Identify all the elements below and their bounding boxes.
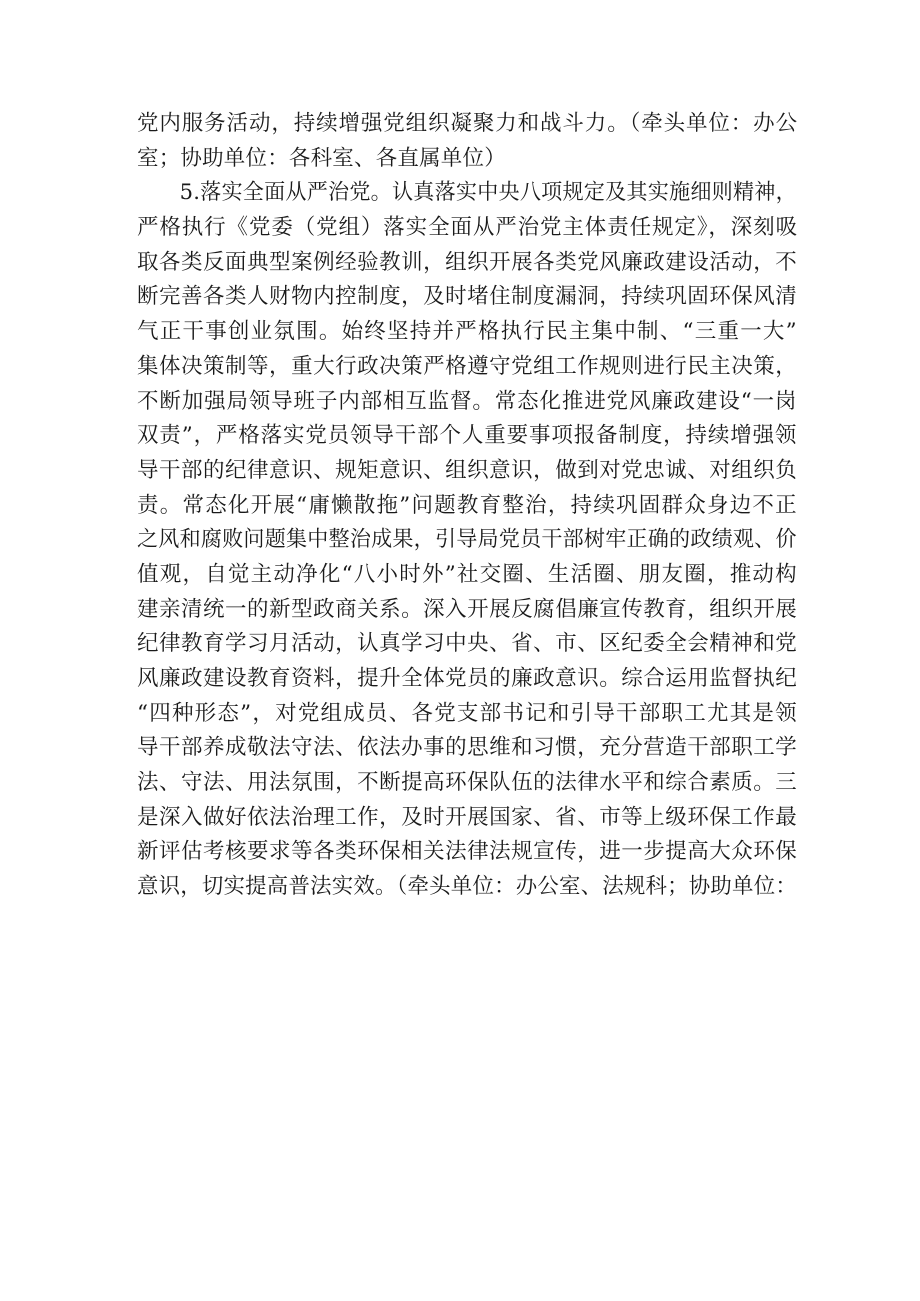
text-line: 严格执行《党委（党组）落实全面从严治党主体责任规定》，深刻吸 [137, 215, 798, 241]
text-line: 法、守法、用法氛围，不断提高环保队伍的法律水平和综合素质。三 [137, 770, 798, 796]
text-line: 是深入做好依法治理工作，及时开展国家、省、市等上级环保工作最 [137, 804, 798, 830]
text-line: 意识，切实提高普法实效。（牵头单位：办公室、法规科；协助单位： [137, 874, 797, 900]
text-line: 室；协助单位：各科室、各直属单位） [137, 145, 506, 171]
text-line: 党内服务活动，持续增强党组织凝聚力和战斗力。（牵头单位：办公 [137, 111, 798, 136]
text-line: 值观，自觉主动净化“八小时外”社交圈、生活圈、朋友圈，推动构 [137, 561, 798, 587]
text-line: 集体决策制等，重大行政决策严格遵守党组工作规则进行民主决策， [137, 353, 798, 379]
text-line: 取各类反面典型案例经验教训，组织开展各类党风廉政建设活动，不 [137, 249, 798, 275]
text-line: 导干部的纪律意识、规矩意识、组织意识，做到对党忠诚、对组织负 [137, 457, 798, 483]
text-line: 气正干事创业氛围。始终坚持并严格执行民主集中制、“三重一大” [137, 319, 798, 345]
text-line: 之风和腐败问题集中整治成果，引导局党员干部树牢正确的政绩观、价 [137, 527, 797, 553]
text-line: 新评估考核要求等各类环保相关法律法规宣传，进一步提高大众环保 [137, 839, 798, 865]
text-line: 建亲清统一的新型政商关系。深入开展反腐倡廉宣传教育，组织开展 [137, 596, 798, 622]
text-line: 导干部养成敬法守法、依法办事的思维和习惯，充分营造干部职工学 [137, 735, 798, 761]
text-line: 双责”，严格落实党员领导干部个人重要事项报备制度，持续增强领 [137, 423, 798, 449]
text-line: 责。常态化开展“庸懒散拖”问题教育整治，持续巩固群众身边不正 [137, 492, 798, 518]
text-line: 断完善各类人财物内控制度，及时堵住制度漏洞，持续巩固环保风清 [137, 284, 798, 310]
text-line: 纪律教育学习月活动，认真学习中央、省、市、区纪委全会精神和党 [137, 631, 798, 657]
text-line: 不断加强局领导班子内部相互监督。常态化推进党风廉政建设“一岗 [137, 388, 798, 414]
body-text [137, 107, 797, 905]
text-line: “四种形态”，对党组成员、各党支部书记和引导干部职工尤其是领 [137, 700, 798, 726]
section-heading-line: 5.落实全面从严治党。认真落实中央八项规定及其实施细则精神， [137, 180, 797, 206]
text-line: 风廉政建设教育资料，提升全体党员的廉政意识。综合运用监督执纪 [137, 666, 798, 691]
